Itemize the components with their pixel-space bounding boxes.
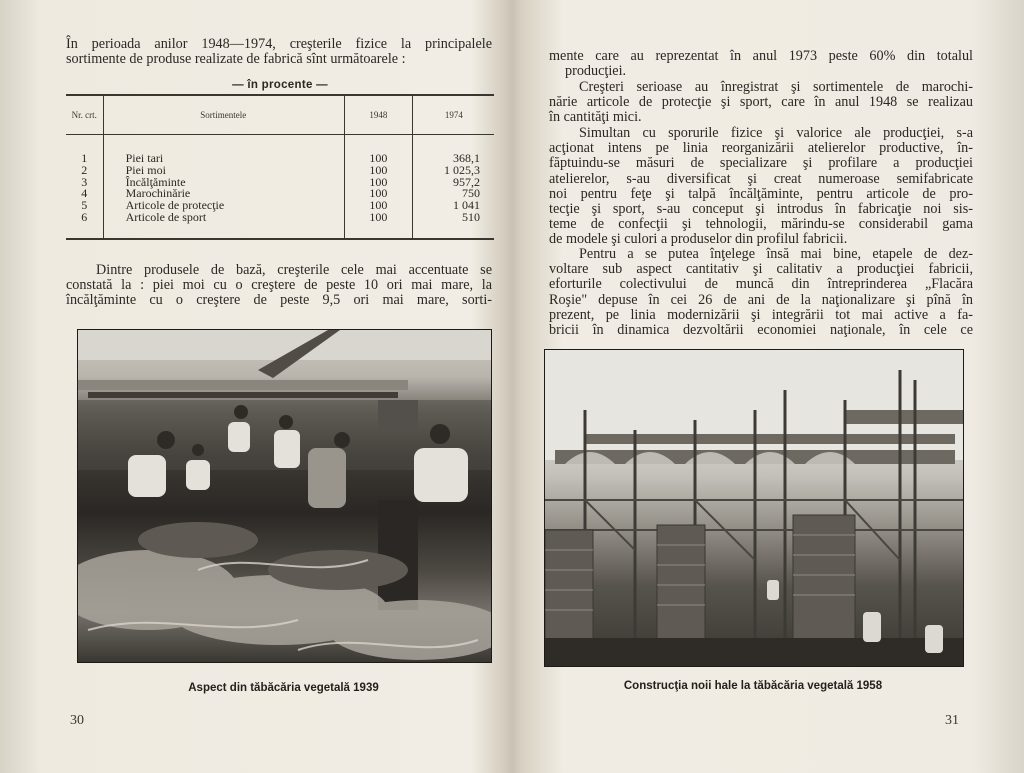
cell-sortiment: Încălţăminte [125,174,186,189]
text-line: Dintre produsele de bază, creşterile cele mai accentuate se [96,262,492,278]
cell-sortiment: Piei tari [125,151,164,165]
text-line: eforturile colectivului de muncă din întreprinderea „Flacăra [549,276,973,293]
cell-sortiment: Articole de protecţie [125,198,225,213]
tannery-1939-photo [77,329,492,663]
text-line: Creşteri serioase au înregistrat şi sortimentele de marochi- [579,79,973,95]
year-1948-column [344,135,412,239]
cell-nr: 4 [81,186,88,201]
year-1974-column [412,135,494,239]
text-line: acţionat intens pe linia reorganizării atelierelor productive, în- [549,140,973,157]
header-sortiment: Sortimentele [103,95,344,135]
table-header-row [66,95,494,135]
text-line: Roşie" depuse în cei 26 de ani de la naţionalizare şi pînă în [549,291,973,308]
text-line: nărie articole de protecţie şi sport, care în anul 1948 se realizau [549,94,973,111]
new-hall-construction-1958-photo [544,349,964,667]
cell-1948: 100 [369,162,388,177]
text-line: voltare sub aspect cantitativ şi calitativ a producţiei fabricii, [549,261,973,278]
cell-1974: 750 [462,186,480,201]
text-line: bricii în dinamica dezvoltării economiei naţionale, în cele ce [549,322,973,339]
text-line: sortimente de produse realizate de fabrică sînt următoarele : [66,51,406,68]
cell-nr: 6 [81,209,88,224]
nr-column [66,135,103,239]
table-unit-caption: — în procente — [232,79,328,91]
growth-table [66,94,494,240]
text-line: făptuindu-se măsuri de specializare şi profilare a producţiei [549,155,973,172]
text-line: constată la : piei moi cu o creştere de peste 10 ori mai mare, la [66,277,492,294]
cell-sortiment: Marochinărie [125,186,191,201]
header-1948: 1948 [344,95,412,135]
cell-1974: 1 041 [453,198,480,213]
text-line: teme de confecţii şi tehnologii, mărindu-se considerabil gama [549,216,973,233]
intro-paragraph [66,37,492,67]
text-line: în cantităţi mici. [549,109,642,126]
header-nr: Nr. crt. [66,95,103,135]
text-line: prezent, pe linia modernizării şi integrării tot mai active a fa- [549,306,973,323]
cell-1974: 510 [462,209,480,224]
text-line: În perioada anilor 1948—1974, creşterile fizice la principalele [66,36,492,52]
cell-1948: 100 [369,151,388,165]
body-paragraph [66,263,492,309]
text-line: de modele şi culori a produselor din profilul fabricii. [549,231,848,248]
cell-1948: 100 [369,209,388,224]
text-line: producţiei. [565,63,627,80]
paragraph-4 [549,247,973,338]
paragraph-1 [549,49,973,79]
right-page [515,0,1024,773]
cell-sortiment: Articole de sport [125,209,207,224]
header-1974: 1974 [412,95,494,135]
paragraph-2 [549,80,973,126]
cell-nr: 1 [81,151,88,165]
table-body-row [66,135,494,239]
photo-caption-right: Construcţia noii hale la tăbăcăria vegetală 1958 [623,680,883,692]
cell-sortiment: Piei moi [125,162,166,177]
cell-nr: 2 [81,162,88,177]
photo-caption-left: Aspect din tăbăcăria vegetală 1939 [188,682,379,694]
text-line: mente care au reprezentat în anul 1973 peste 60% din totalul [549,48,973,64]
text-line: încălţăminte cu o creştere de peste 9,5 ori mai mare, sorti- [66,292,492,309]
sortiment-column [103,135,344,239]
text-line: noi pentru feţe şi talpă încălţăminte, pentru articole de pro- [549,185,973,202]
cell-nr: 5 [81,198,88,213]
cell-1948: 100 [369,198,388,213]
text-line: tecţie şi sport, s-au conceput şi introdus în fabricaţie noi sis- [549,201,973,218]
left-page [0,0,505,773]
text-line: Pentru a se putea înţelege însă mai bine, etapele de dez- [579,246,973,262]
cell-1974: 1 025,3 [444,162,480,177]
page-number-left: 30 [70,713,84,728]
cell-1974: 368,1 [453,151,480,165]
cell-1948: 100 [369,174,388,189]
cell-1974: 957,2 [453,174,480,189]
paragraph-3 [549,126,973,248]
cell-1948: 100 [369,186,388,201]
text-line: Simultan cu sporurile fizice şi valorice ale producţiei, s-a [579,125,973,141]
cell-nr: 3 [81,174,88,189]
page-number-right: 31 [945,713,959,728]
text-line: atelierelor, s-au diversificat şi creat numeroase semifabricate [549,170,973,187]
